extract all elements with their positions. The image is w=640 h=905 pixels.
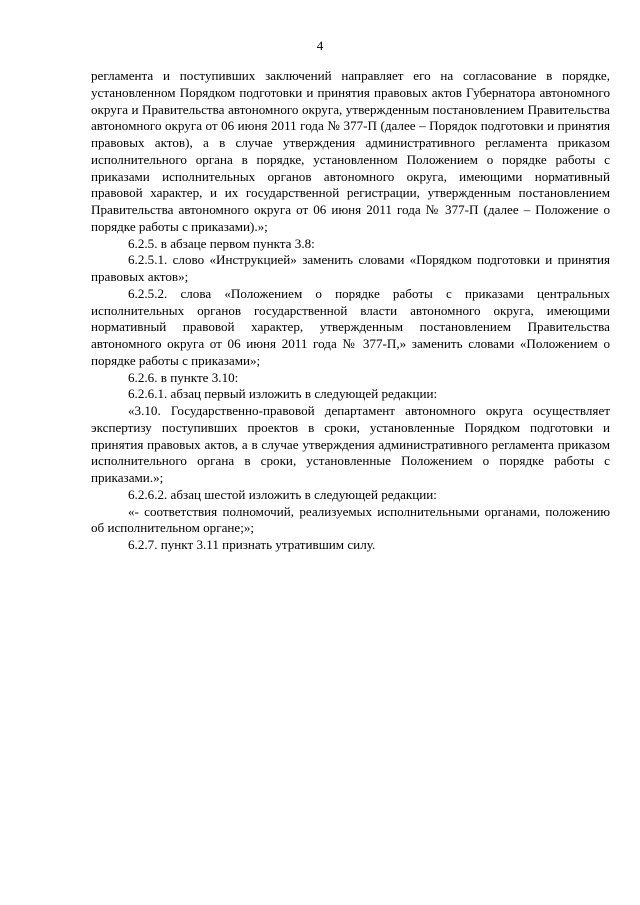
paragraph-6-2-5-2: 6.2.5.2. слова «Положением о порядке работы с приказами центральных исполнительных органов государственной власти автономного округа, имеющими нормативный правовой характер, утвержденным постановлением Правительства автономного округа от 06 июня 2011 года № 377-П,» заменить словами «Положением о порядке работы с приказами»;: [91, 285, 610, 368]
page-number: 4: [316, 38, 324, 53]
paragraph-6-2-7: 6.2.7. пункт 3.11 признать утратившим силу.: [128, 537, 376, 552]
document-body: [91, 68, 610, 554]
paragraph-6-2-5: 6.2.5. в абзаце первом пункта 3.8:: [128, 235, 315, 251]
paragraph-compliance-quote: «- соответствия полномочий, реализуемых исполнительными органами, положению об исполнительном органе;»;: [91, 503, 610, 536]
paragraph-6-2-5-1: 6.2.5.1. слово «Инструкцией» заменить словами «Порядком подготовки и принятия правовых актов»;: [91, 252, 610, 284]
paragraph-continuation: регламента и поступивших заключений направляет его на согласование в порядке, установленном Порядком подготовки и принятия правовых актов Губернатора автономного округа и Правительства автономного округа, утвержденным постановлением Правительства автономного округа от 06 июня 2011 года № 377-П (далее – Порядок подготовки и принятия правовых актов), а в случае утверждения административного регламента приказом исполнительного органа в порядке, установленном Положением о порядке работы с приказами исполнительных органов автономного округа, имеющими нормативный правовой характер, и их государственной регистрации, утвержденным постановлением Правительства автономного округа от 06 июня 2011 года № 377-П (далее – Положение о порядке работы с приказами).»;: [91, 68, 610, 234]
paragraph-6-2-6-2: 6.2.6.2. абзац шестой изложить в следующей редакции:: [128, 486, 437, 502]
paragraph-3-10-quote: «3.10. Государственно-правовой департамент автономного округа осуществляет экспертизу поступивших проектов в сроки, установленные Порядком подготовки и принятия правовых актов, а в случае утверждения административного регламента приказом исполнительного органа в сроки, установленные Положением о порядке работы с приказами.»;: [91, 403, 610, 485]
paragraph-6-2-6-1: 6.2.6.1. абзац первый изложить в следующей редакции:: [128, 386, 438, 402]
paragraph-6-2-6: 6.2.6. в пункте 3.10:: [128, 369, 239, 385]
